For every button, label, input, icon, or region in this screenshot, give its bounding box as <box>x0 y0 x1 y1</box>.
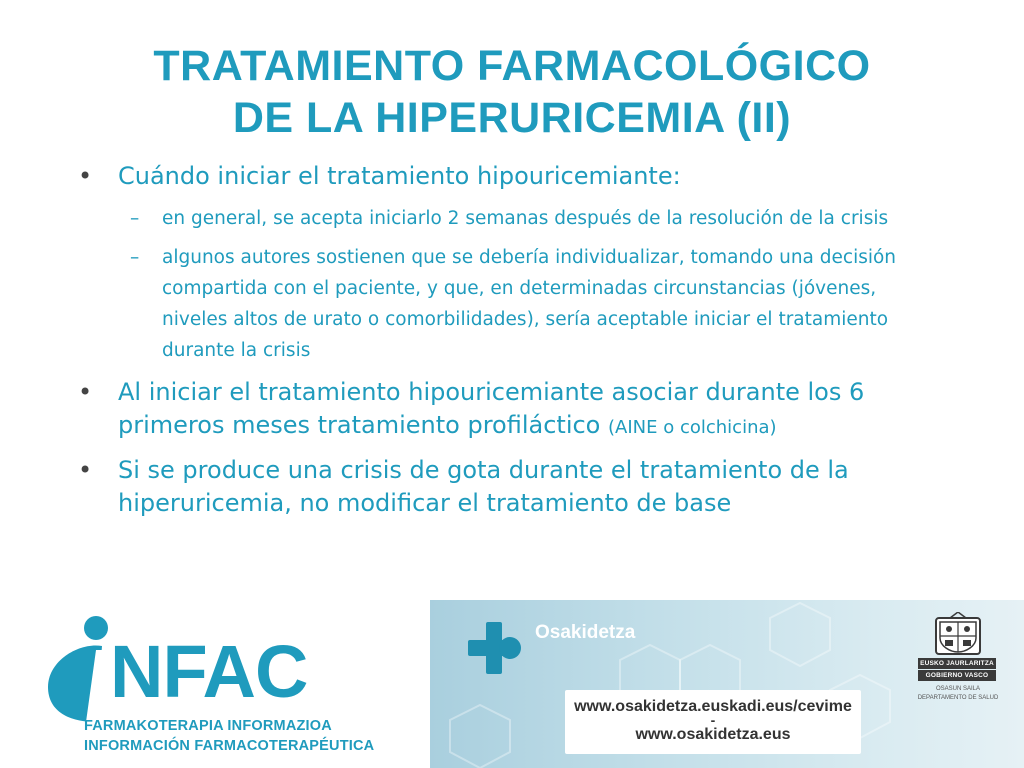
bullet-2-note: (AINE o colchicina) <box>608 417 777 438</box>
bullet-dot: • <box>78 162 93 190</box>
infac-tagline-basque: FARMAKOTERAPIA INFORMAZIOA <box>84 718 332 734</box>
bullet-3 <box>78 454 978 520</box>
sub-bullet-1-text: en general, se acepta iniciarlo 2 semanas después de la resolución de la crisis <box>162 208 889 229</box>
dash-marker: – <box>130 208 140 229</box>
gobierno-vasco-bar: GOBIERNO VASCO <box>918 670 996 681</box>
coat-of-arms-icon <box>928 612 988 656</box>
osakidetza-band <box>430 600 1024 768</box>
gobierno-vasco-logo <box>910 612 1010 762</box>
bullet-dot: • <box>78 378 93 406</box>
bullet-1-text: Cuándo iniciar el tratamiento hipouricemiante: <box>118 162 681 190</box>
osasun-saila-label: OSASUN SAILA <box>935 686 980 692</box>
bullet-1 <box>78 160 978 193</box>
title-line-1: TRATAMIENTO FARMACOLÓGICO <box>153 42 871 90</box>
bullet-dot: • <box>78 456 93 484</box>
osakidetza-cross-icon <box>466 620 530 684</box>
url-cevime-link[interactable]: www.osakidetza.euskadi.eus/cevime <box>574 698 852 715</box>
footer-banner <box>0 600 1024 768</box>
departamento-salud-label: DEPARTAMENTO DE SALUD <box>917 695 999 701</box>
infac-tagline-spanish: INFORMACIÓN FARMACOTERAPÉUTICA <box>84 738 375 754</box>
dash-marker: – <box>130 247 140 268</box>
url-separator: - <box>710 712 716 728</box>
bullet-2-text: Al iniciar el tratamiento hipouricemiante asociar durante los 6 primeros meses tratamiento profiláctico <box>118 378 865 439</box>
bullet-2 <box>78 376 978 444</box>
sub-bullet-1 <box>78 203 942 234</box>
url-box <box>565 690 861 754</box>
slide-body <box>78 160 978 530</box>
osakidetza-name: Osakidetza <box>535 622 636 643</box>
sub-bullet-2-text: algunos autores sostienen que se debería individualizar, tomando una decisión compartida con el paciente, y que, en determinadas circunstancias (jóvenes, niveles altos de urato o comorbilidades), sería aceptable iniciar el tratamiento durante la crisis <box>162 247 897 361</box>
slide-title <box>0 40 1024 144</box>
infac-logo <box>0 600 430 768</box>
bullet-1-subitems <box>78 203 978 366</box>
infac-wordmark: NFAC <box>110 630 308 713</box>
url-osakidetza-link[interactable]: www.osakidetza.eus <box>635 726 791 743</box>
eusko-jaurlaritza-bar: EUSKO JAURLARITZA <box>918 658 996 669</box>
title-line-2: DE LA HIPERURICEMIA (II) <box>232 94 792 142</box>
bullet-3-text: Si se produce una crisis de gota durante el tratamiento de la hiperuricemia, no modificar el tratamiento de base <box>118 456 849 517</box>
sub-bullet-2 <box>78 242 942 366</box>
